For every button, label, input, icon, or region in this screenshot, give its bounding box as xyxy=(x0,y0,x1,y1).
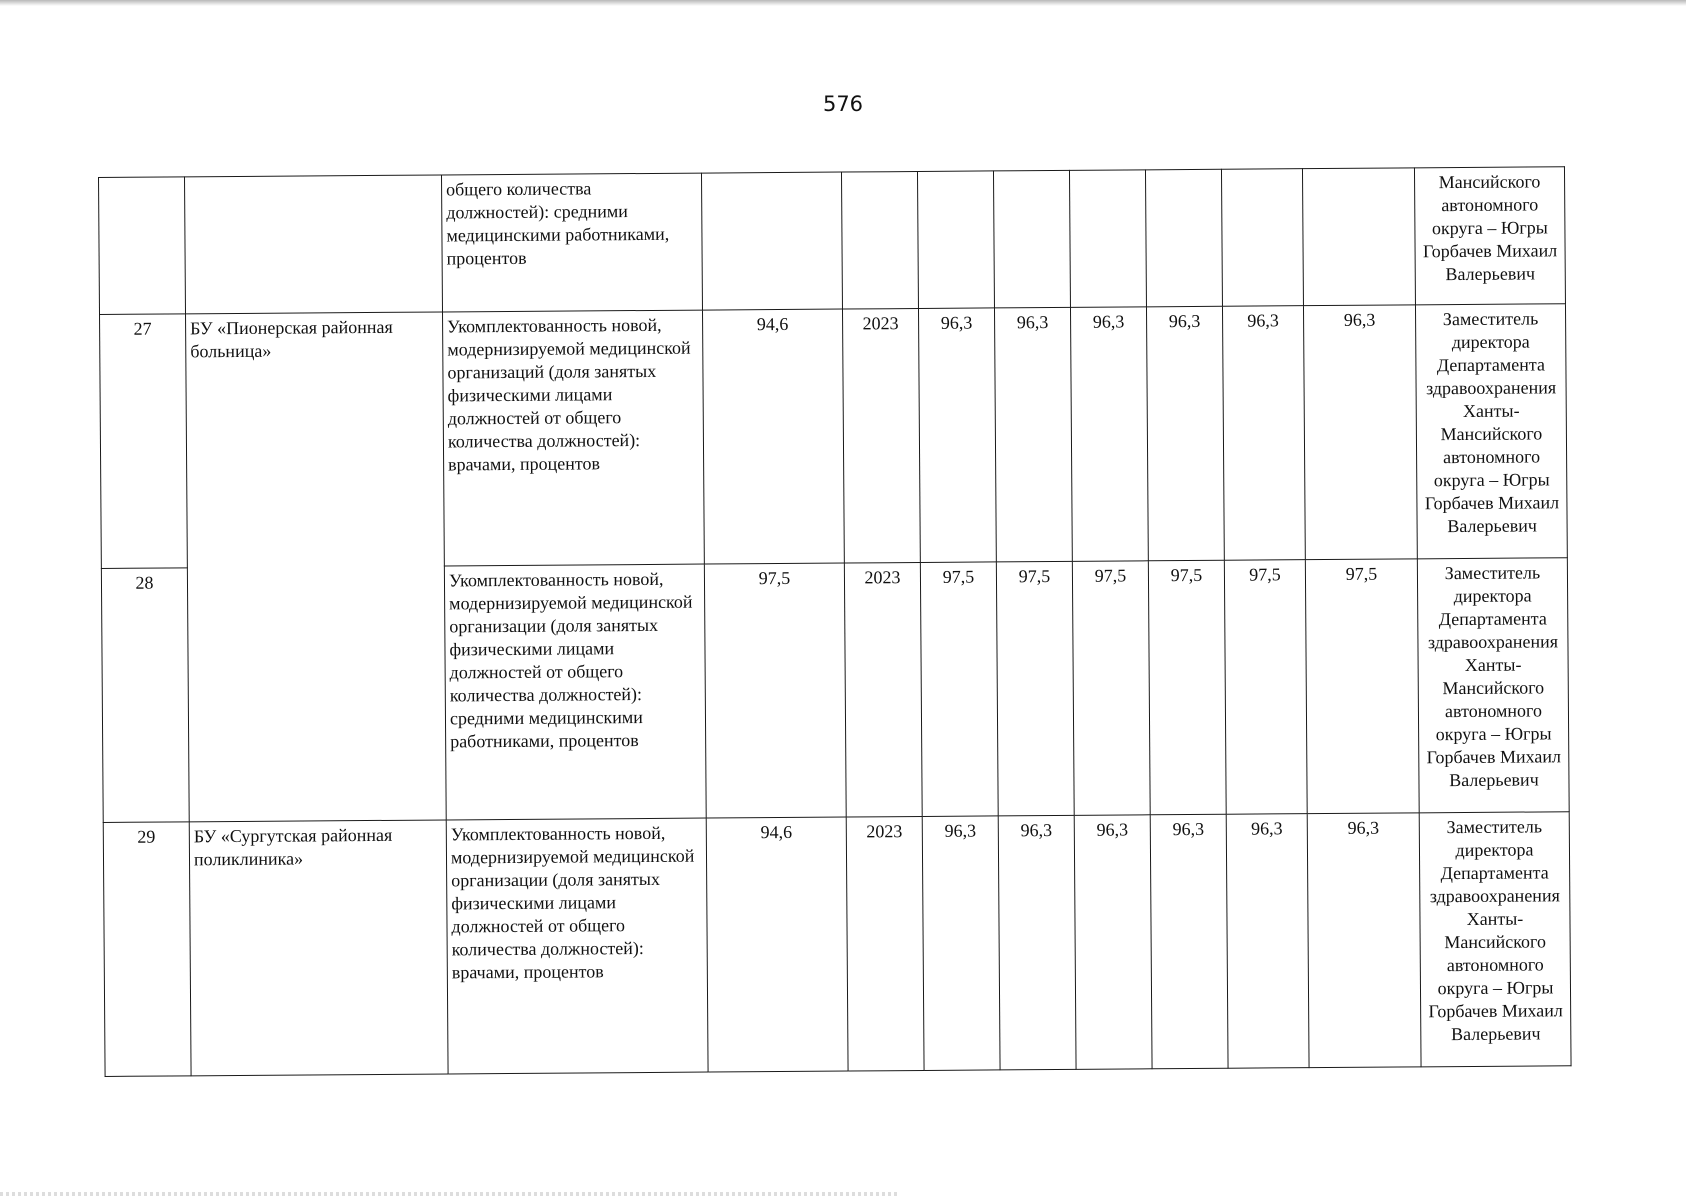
indicator-cell: Укомплектованность новой, модернизируемой медицинской организаций (доля занятых физическими лицами должностей от общего количества должностей): врачами, процентов xyxy=(442,310,704,566)
value-cell: 97,5 xyxy=(996,561,1074,816)
value-cell: 96,3 xyxy=(1150,814,1228,1069)
document-sheet xyxy=(98,166,1572,1077)
base-value-cell: 94,6 xyxy=(702,309,844,564)
value-cell xyxy=(1145,169,1222,307)
value-cell xyxy=(1221,169,1303,307)
responsible-cell: Мансийского автономного округа – Югры Горбачев Михаил Валерьевич xyxy=(1414,167,1565,305)
table-row xyxy=(103,812,1571,1077)
scan-edge-top xyxy=(0,0,1686,6)
value-cell: 96,3 xyxy=(994,307,1072,562)
indicator-cell: Укомплектованность новой, модернизируемой медицинской организации (доля занятых физическими лицами должностей от общего количества должностей): врачами, процентов xyxy=(446,818,708,1074)
base-value-cell: 94,6 xyxy=(706,817,848,1072)
value-cell: 97,5 xyxy=(1224,560,1307,815)
value-cell xyxy=(993,170,1070,308)
base-value-cell xyxy=(701,172,842,310)
value-cell: 97,5 xyxy=(1148,560,1226,815)
indicators-table xyxy=(98,166,1572,1077)
value-cell: 96,3 xyxy=(1303,305,1417,560)
value-cell xyxy=(1302,168,1415,306)
row-number: 28 xyxy=(101,568,189,823)
value-cell: 97,5 xyxy=(920,562,998,817)
base-year-cell: 2023 xyxy=(846,816,924,1071)
organization-cell xyxy=(185,175,443,314)
table-row xyxy=(100,304,1568,569)
base-year-cell: 2023 xyxy=(844,562,922,817)
base-value-cell: 97,5 xyxy=(704,563,846,818)
value-cell: 96,3 xyxy=(1146,306,1224,561)
value-cell: 96,3 xyxy=(1074,815,1152,1070)
base-year-cell: 2023 xyxy=(842,308,920,563)
responsible-cell: Заместитель директора Департамента здравоохранения Ханты-Мансийского автономного округа – Югры Горбачев Михаил Валерьевич xyxy=(1417,558,1569,813)
organization-cell: БУ «Пионерская районная больница» xyxy=(186,312,447,822)
value-cell: 96,3 xyxy=(1070,307,1148,562)
num-cell xyxy=(99,177,186,315)
responsible-cell: Заместитель директора Департамента здравоохранения Ханты-Мансийского автономного округа – Югры Горбачев Михаил Валерьевич xyxy=(1419,812,1571,1067)
indicator-cell: общего количества должностей): средними медицинскими работниками, процентов xyxy=(441,173,702,312)
value-cell: 97,5 xyxy=(1072,561,1150,816)
value-cell: 96,3 xyxy=(1226,814,1309,1069)
row-number: 29 xyxy=(103,822,191,1077)
organization-cell: БУ «Сургутская районная поликлиника» xyxy=(189,820,448,1076)
row-number: 27 xyxy=(100,314,188,569)
value-cell xyxy=(1069,170,1146,308)
base-year-cell xyxy=(841,171,918,309)
value-cell: 96,3 xyxy=(1222,306,1305,561)
value-cell: 96,3 xyxy=(922,816,1000,1071)
scan-edge-bottom xyxy=(0,1192,900,1196)
value-cell: 97,5 xyxy=(1305,559,1419,814)
value-cell xyxy=(917,171,994,309)
value-cell: 96,3 xyxy=(918,308,996,563)
responsible-cell: Заместитель директора Департамента здравоохранения Ханты-Мансийского автономного округа – Югры Горбачев Михаил Валерьевич xyxy=(1415,304,1567,559)
indicator-cell: Укомплектованность новой, модернизируемой медицинской организации (доля занятых физическими лицами должностей от общего количества должностей): средними медицинскими работниками, процентов xyxy=(444,564,706,820)
page-number: 576 xyxy=(822,92,864,116)
table-row-continuation xyxy=(99,167,1566,315)
value-cell: 96,3 xyxy=(998,815,1076,1070)
value-cell: 96,3 xyxy=(1307,813,1421,1068)
